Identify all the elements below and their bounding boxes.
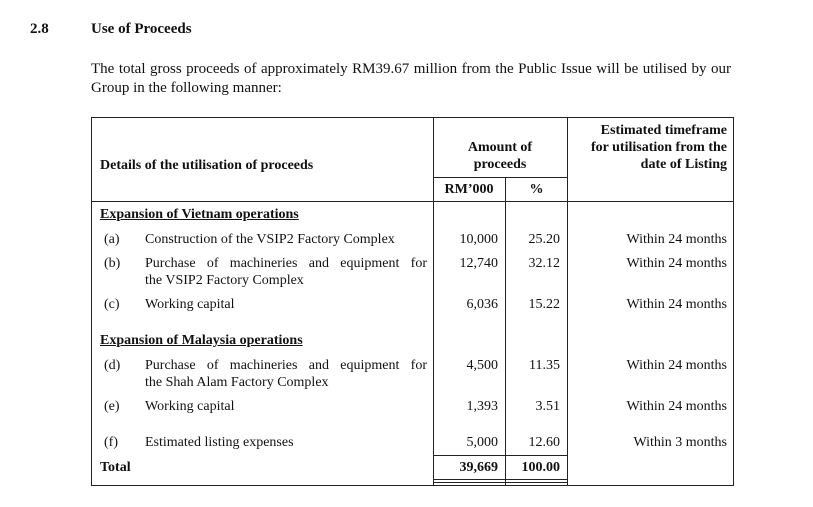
- header-amount-line2: proceeds: [473, 157, 527, 172]
- row-description-cont: the VSIP2 Factory Complex: [145, 273, 304, 288]
- row-timeframe: Within 24 months: [626, 232, 727, 247]
- row-description: Purchase of machineries and equipment for: [145, 358, 427, 373]
- row-label: (c): [104, 297, 120, 312]
- group-malaysia-heading: Expansion of Malaysia operations: [100, 333, 303, 348]
- total-double-underline-1: [433, 479, 568, 480]
- row-timeframe: Within 24 months: [626, 358, 727, 373]
- header-timeframe-line2: for utilisation from the: [591, 140, 727, 155]
- row-label: (f): [104, 435, 118, 450]
- row-rm: 4,500: [466, 358, 498, 373]
- row-description: Working capital: [145, 399, 235, 414]
- header-pct: %: [529, 182, 544, 197]
- row-label: (e): [104, 399, 120, 414]
- section-number: 2.8: [30, 21, 49, 37]
- line-above-total: [433, 455, 568, 456]
- group-vietnam-heading: Expansion of Vietnam operations: [100, 207, 299, 222]
- line-under-header: [91, 201, 734, 202]
- header-amount-line1: Amount of: [467, 140, 533, 155]
- section-title: Use of Proceeds: [91, 21, 192, 37]
- header-details: Details of the utilisation of proceeds: [100, 158, 314, 173]
- row-pct: 15.22: [528, 297, 560, 312]
- total-rm: 39,669: [459, 460, 498, 475]
- total-pct: 100.00: [521, 460, 560, 475]
- row-timeframe: Within 24 months: [626, 399, 727, 414]
- row-timeframe: Within 24 months: [626, 297, 727, 312]
- row-rm: 12,740: [459, 256, 498, 271]
- row-pct: 11.35: [529, 358, 560, 373]
- row-pct: 12.60: [528, 435, 560, 450]
- header-timeframe-line1: Estimated timeframe: [600, 123, 727, 138]
- row-pct: 3.51: [535, 399, 560, 414]
- row-label: (d): [104, 358, 121, 373]
- row-rm: 10,000: [459, 232, 498, 247]
- row-rm: 5,000: [466, 435, 498, 450]
- row-description: Purchase of machineries and equipment for: [145, 256, 427, 271]
- row-description: Construction of the VSIP2 Factory Complex: [145, 232, 395, 247]
- divider-amount-timeframe: [567, 117, 568, 486]
- row-label: (a): [104, 232, 120, 247]
- row-description: Working capital: [145, 297, 235, 312]
- line-under-amount-header: [433, 177, 568, 178]
- row-description: Estimated listing expenses: [145, 435, 294, 450]
- header-timeframe-line3: date of Listing: [640, 157, 727, 172]
- row-pct: 32.12: [528, 256, 560, 271]
- row-description-cont: the Shah Alam Factory Complex: [145, 375, 329, 390]
- total-label: Total: [100, 460, 131, 475]
- row-pct: 25.20: [528, 232, 560, 247]
- row-rm: 1,393: [466, 399, 498, 414]
- row-rm: 6,036: [466, 297, 498, 312]
- header-rm: RM’000: [444, 182, 494, 197]
- total-double-underline-2: [433, 482, 568, 483]
- intro-paragraph: The total gross proceeds of approximately RM39.67 million from the Public Issue will be utilised by our Group in the following manner:: [91, 61, 731, 96]
- row-timeframe: Within 3 months: [633, 435, 727, 450]
- row-timeframe: Within 24 months: [626, 256, 727, 271]
- row-label: (b): [104, 256, 121, 271]
